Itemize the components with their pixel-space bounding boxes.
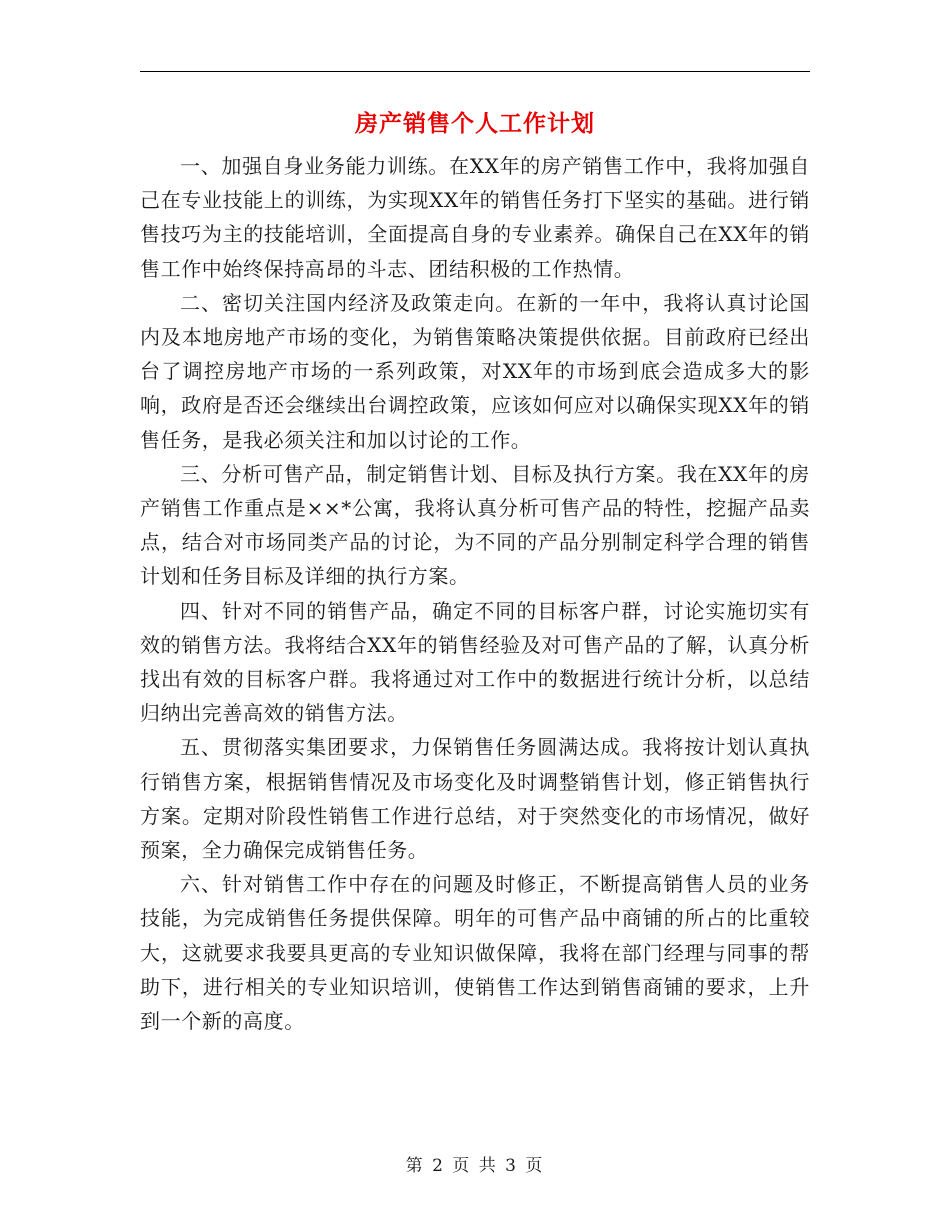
- paragraph-6: 六、针对销售工作中存在的问题及时修正，不断提高销售人员的业务技能，为完成销售任务提供保障。明年的可售产品中商铺的所占的比重较大，这就要求我要具更高的专业知识做保障，我将在部门经理与同事的帮助下，进行相关的专业知识培训，使销售工作达到销售商铺的要求，上升到一个新的高度。: [140, 872, 810, 1034]
- header-rule: [140, 71, 810, 72]
- paragraph-4: 四、针对不同的销售产品，确定不同的目标客户群，讨论实施切实有效的销售方法。我将结合XX年的销售经验及对可售产品的了解，认真分析找出有效的目标客户群。我将通过对工作中的数据进行统计分析，以总结归纳出完善高效的销售方法。: [140, 598, 810, 726]
- paragraph-3: 三、分析可售产品，制定销售计划、目标及执行方案。我在XX年的房产销售工作重点是××*公寓，我将认真分析可售产品的特性，挖掘产品卖点，结合对市场同类产品的讨论，为不同的产品分别制定科学合理的销售计划和任务目标及详细的执行方案。: [140, 461, 810, 589]
- paragraph-2: 二、密切关注国内经济及政策走向。在新的一年中，我将认真讨论国内及本地房地产市场的变化，为销售策略决策提供依据。目前政府已经出台了调控房地产市场的一系列政策，对XX年的市场到底会造成多大的影响，政府是否还会继续出台调控政策，应该如何应对以确保实现XX年的销售任务，是我必须关注和加以讨论的工作。: [140, 290, 810, 452]
- paragraph-5: 五、贯彻落实集团要求，力保销售任务圆满达成。我将按计划认真执行销售方案，根据销售情况及市场变化及时调整销售计划，修正销售执行方案。定期对阶段性销售工作进行总结，对于突然变化的市场情况，做好预案，全力确保完成销售任务。: [140, 735, 810, 863]
- paragraph-1: 一、加强自身业务能力训练。在XX年的房产销售工作中，我将加强自己在专业技能上的训练，为实现XX年的销售任务打下坚实的基础。进行销售技巧为主的技能培训，全面提高自身的专业素养。确保自己在XX年的销售工作中始终保持高昂的斗志、团结积极的工作热情。: [140, 154, 810, 281]
- document-body: [140, 149, 810, 1038]
- page-number-footer: 第 2 页 共 3 页: [405, 1156, 545, 1176]
- document-title: 房产销售个人工作计划: [355, 110, 595, 137]
